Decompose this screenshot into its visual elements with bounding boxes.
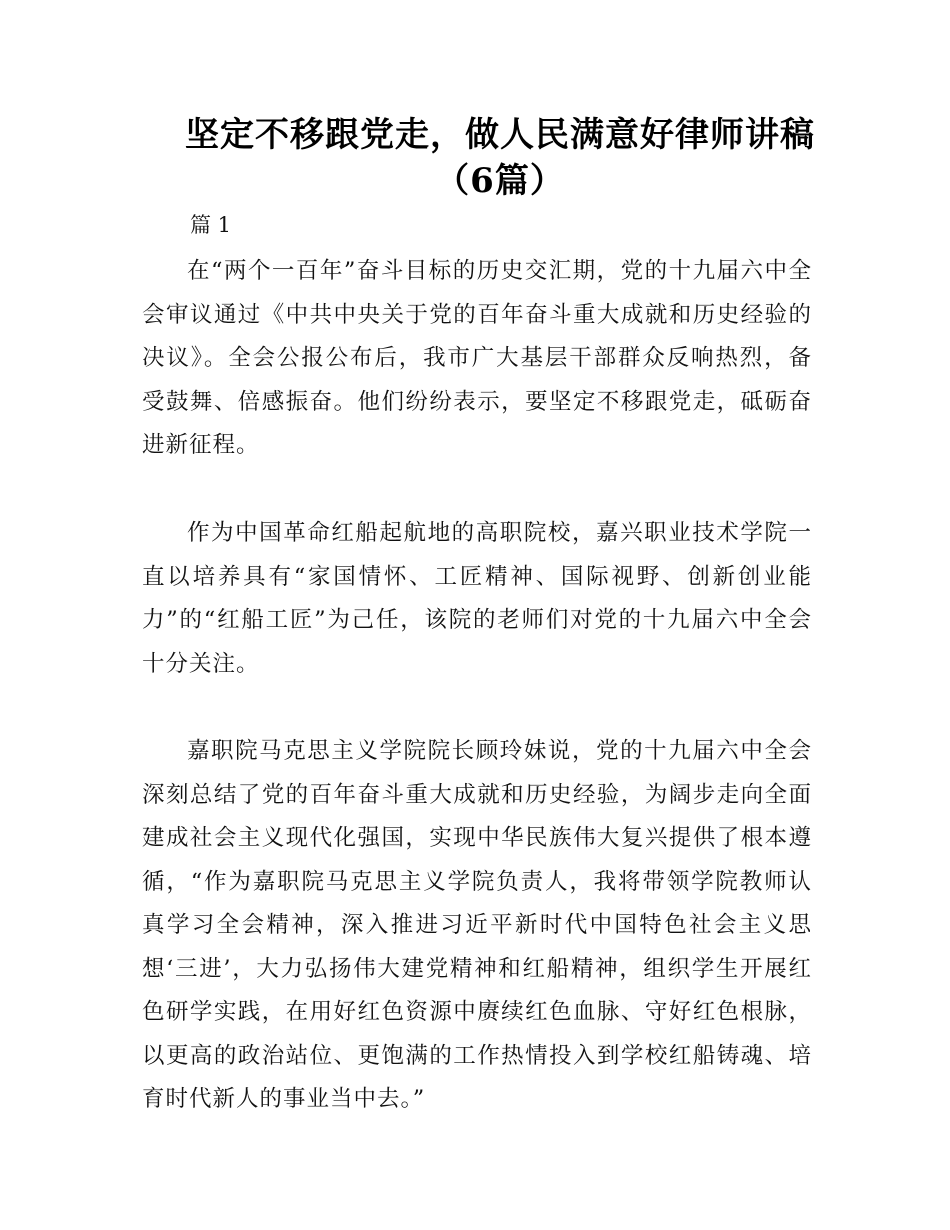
paragraph-1: 在“两个一百年”奋斗目标的历史交汇期，党的十九届六中全会审议通过《中共中央关于党的百年奋斗重大成就和历史经验的决议》。全会公报公布后，我市广大基层干部群众反响热烈，备受鼓舞、倍感振奋。他们纷纷表示，要坚定不移跟党走，砥砺奋进新征程。 [142, 258, 812, 458]
paragraph-block-2 [142, 512, 812, 686]
paragraph-3: 嘉职院马克思主义学院院长顾玲妹说，党的十九届六中全会深刻总结了党的百年奋斗重大成就和历史经验，为阔步走向全面建成社会主义现代化强国，实现中华民族伟大复兴提供了根本遵循，“作为嘉职院马克思主义学院负责人，我将带领学院教师认真学习全会精神，深入推进习近平新时代中国特色社会主义思想‘三进’，大力弘扬伟大建党精神和红船精神，组织学生开展红色研学实践，在用好红色资源中赓续红色血脉、守好红色根脉，以更高的政治站位、更饱满的工作热情投入到学校红船铸魂、培育时代新人的事业当中去。” [142, 738, 812, 1112]
section-label: 篇 1 [190, 213, 232, 237]
title-line-2: （6篇） [435, 161, 565, 201]
paragraph-2: 作为中国革命红船起航地的高职院校，嘉兴职业技术学院一直以培养具有“家国情怀、工匠精神、国际视野、创新创业能力”的“红船工匠”为己任，该院的老师们对党的十九届六中全会十分关注。 [142, 520, 812, 677]
paragraph-block-3 [142, 730, 812, 1122]
title-line-1: 坚定不移跟党走，做人民满意好律师讲稿 [185, 115, 815, 155]
paragraph-block-1 [142, 250, 812, 468]
document-title [140, 112, 860, 204]
